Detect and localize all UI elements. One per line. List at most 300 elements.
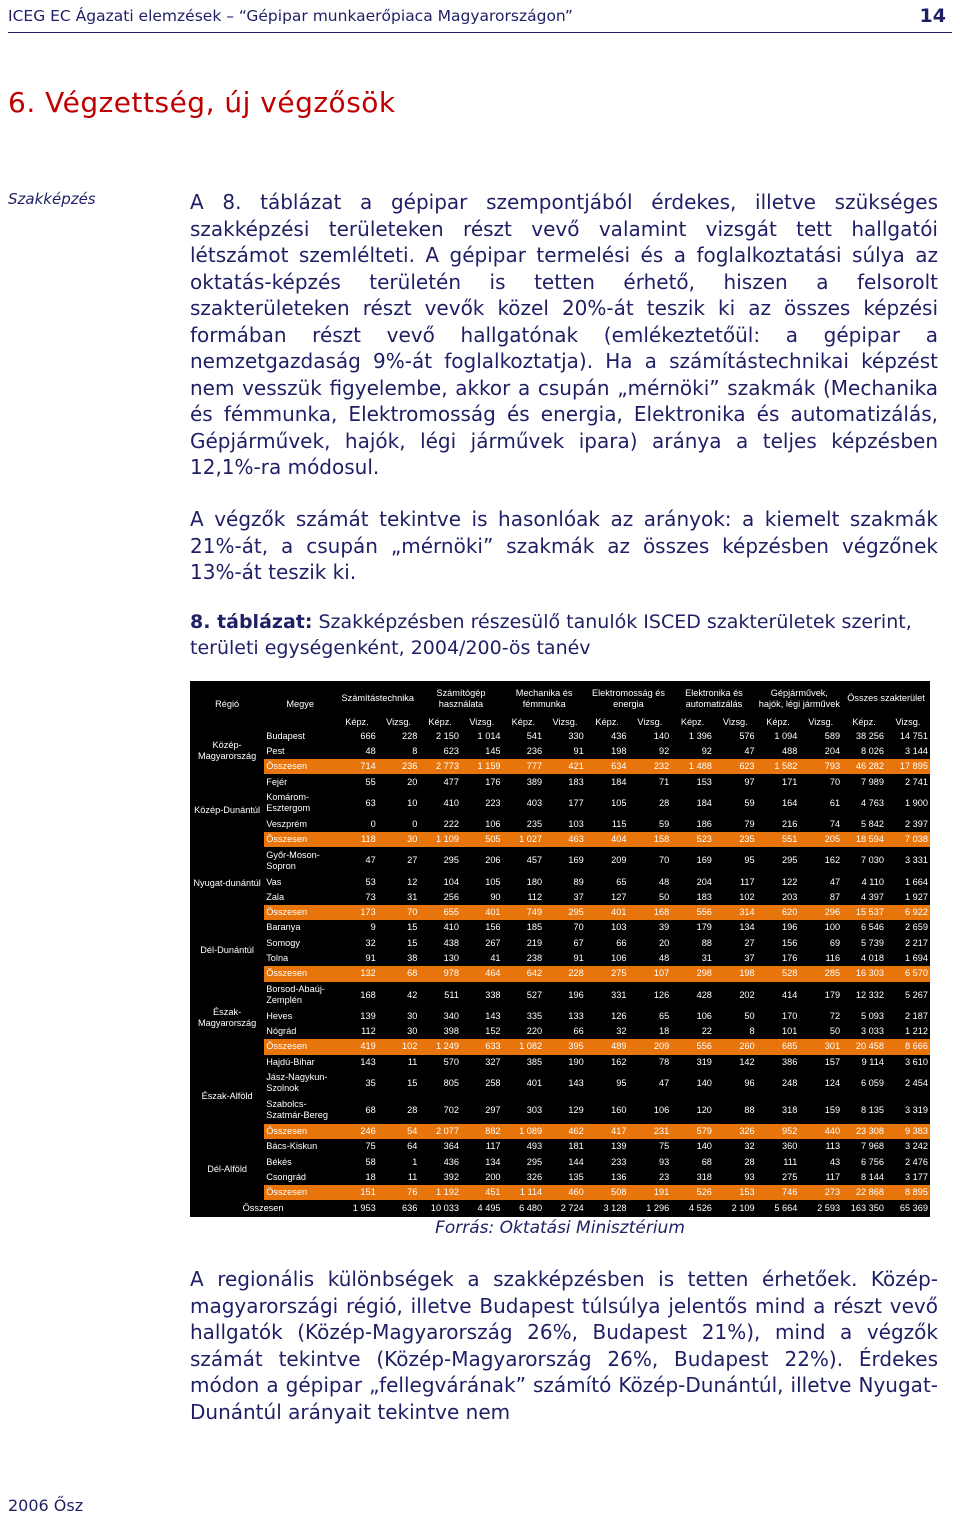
county-cell: Hajdú-Bihar xyxy=(266,1056,315,1067)
value-cell: 65 xyxy=(616,876,627,887)
county-cell: Baranya xyxy=(266,922,301,933)
value-cell: 882 xyxy=(461,1124,503,1139)
value-cell: 91 xyxy=(365,953,376,964)
value-cell: 526 xyxy=(671,1185,714,1200)
value-cell: 331 xyxy=(611,989,627,1000)
value-cell: 101 xyxy=(782,1026,798,1037)
value-cell: 1 027 xyxy=(503,832,545,847)
subheader-trainees: Képz. xyxy=(766,717,790,728)
value-cell: 209 xyxy=(628,1039,671,1054)
value-cell: 1 582 xyxy=(757,759,800,774)
value-cell: 37 xyxy=(573,891,584,902)
value-cell: 327 xyxy=(485,1056,501,1067)
value-cell: 392 xyxy=(443,1171,459,1182)
value-cell: 296 xyxy=(799,905,842,920)
value-cell: 463 xyxy=(544,832,586,847)
subtotal-label: Összesen xyxy=(264,832,336,847)
value-cell: 198 xyxy=(611,745,627,756)
value-cell: 246 xyxy=(336,1124,378,1139)
value-cell: 30 xyxy=(407,1010,418,1021)
value-cell: 88 xyxy=(701,937,712,948)
subheader-trainees: Képz. xyxy=(511,717,536,728)
value-cell: 319 xyxy=(696,1056,712,1067)
value-cell: 401 xyxy=(526,1077,543,1088)
value-cell: 702 xyxy=(443,1104,459,1115)
value-cell: 20 xyxy=(407,776,418,787)
value-cell: 17 895 xyxy=(886,759,930,774)
value-cell: 104 xyxy=(443,876,459,887)
value-cell: 179 xyxy=(696,922,712,933)
value-cell: 793 xyxy=(799,759,842,774)
column-group-header: Elektromosság és energia xyxy=(591,687,665,709)
paragraph-1: A 8. táblázat a gépipar szempontjából érdekes, illetve szükséges szakképzési területeken részt vevő valamint vizsgát tett hallgatói létszámot szemlélteti. A gépipar termelési és a foglalkoztatási súlya az oktatás-képzés területén is tetten érhető, hiszen a felsorolt szakterületeken részt vevők közel 20%-át teszik ki az összes képzési formában részt vevő hallgatónak (emlékeztetőül: a gépipar a nemzetgazdaság 9%-át foglalkoztatja). Ha a számítástechnikai képzést nem vesszük figyelembe, akkor a csupán „mérnöki” szakmák (Mechanika és fémmunka, Elektromosság és energia, Elektronika és automatizálás, Gépjárművek, hajók, légi járművek ipara) aránya a teljes képzésben 12,1%-ra módosul. xyxy=(190,190,938,479)
value-cell: 4 763 xyxy=(860,797,884,808)
value-cell: 65 xyxy=(658,1010,670,1021)
value-cell: 238 xyxy=(526,953,543,964)
value-cell: 158 xyxy=(628,832,671,847)
value-cell: 27 xyxy=(744,937,755,948)
value-cell: 144 xyxy=(568,1156,584,1167)
value-cell: 5 739 xyxy=(860,937,884,948)
value-cell: 90 xyxy=(490,891,501,902)
value-cell: 70 xyxy=(658,855,670,866)
value-cell: 335 xyxy=(526,1010,543,1021)
county-cell: Csongrád xyxy=(266,1171,307,1182)
county-cell: Veszprém xyxy=(266,818,308,829)
value-cell: 4 110 xyxy=(861,876,884,887)
table-row xyxy=(190,936,930,951)
value-cell: 505 xyxy=(461,832,503,847)
value-cell: 3 242 xyxy=(905,1141,928,1152)
value-cell: 326 xyxy=(526,1171,543,1182)
value-cell: 1 664 xyxy=(905,876,928,887)
value-cell: 143 xyxy=(568,1077,584,1088)
value-cell: 30 xyxy=(378,832,420,847)
value-cell: 42 xyxy=(407,989,418,1000)
table-subtotal-row xyxy=(190,1124,930,1139)
column-group-header: Összes szakterület xyxy=(847,693,925,704)
value-cell: 180 xyxy=(526,876,543,887)
value-cell: 7 038 xyxy=(886,832,930,847)
county-cell: Nógrád xyxy=(266,1026,297,1037)
table-row xyxy=(190,874,930,889)
subheader-exams: Vizsg. xyxy=(552,717,578,728)
value-cell: 685 xyxy=(757,1039,800,1054)
value-cell: 570 xyxy=(443,1056,459,1067)
value-cell: 75 xyxy=(658,1141,670,1152)
value-cell: 50 xyxy=(829,1026,841,1037)
value-cell: 489 xyxy=(586,1039,629,1054)
county-cell: Bács-Kiskun xyxy=(266,1141,318,1152)
value-cell: 0 xyxy=(412,818,418,829)
value-cell: 66 xyxy=(573,1026,584,1037)
value-cell: 10 xyxy=(407,797,418,808)
value-cell: 176 xyxy=(782,953,798,964)
value-cell: 216 xyxy=(782,818,798,829)
value-cell: 404 xyxy=(586,832,629,847)
value-cell: 89 xyxy=(573,876,584,887)
value-cell: 153 xyxy=(696,776,712,787)
county-cell: Győr-Moson-Sopron xyxy=(266,849,320,871)
value-cell: 1 396 xyxy=(688,730,712,741)
margin-label: Szakképzés xyxy=(8,190,96,208)
table-row xyxy=(190,1097,930,1124)
value-cell: 179 xyxy=(824,989,841,1000)
value-cell: 73 xyxy=(365,891,376,902)
value-cell: 389 xyxy=(526,776,543,787)
value-cell: 133 xyxy=(568,1010,584,1021)
value-cell: 47 xyxy=(744,745,755,756)
value-cell: 200 xyxy=(485,1171,501,1182)
value-cell: 364 xyxy=(443,1141,459,1152)
value-cell: 9 114 xyxy=(861,1056,884,1067)
value-cell: 32 xyxy=(365,937,376,948)
value-cell: 134 xyxy=(485,1156,501,1167)
value-cell: 15 xyxy=(407,1077,418,1088)
value-cell: 528 xyxy=(757,966,800,981)
value-cell: 326 xyxy=(714,1124,757,1139)
value-cell: 160 xyxy=(611,1104,627,1115)
value-cell: 228 xyxy=(544,966,586,981)
value-cell: 32 xyxy=(744,1141,755,1152)
value-cell: 196 xyxy=(568,989,584,1000)
value-cell: 220 xyxy=(526,1026,543,1037)
value-cell: 1 xyxy=(412,1156,418,1167)
value-cell: 48 xyxy=(365,745,376,756)
value-cell: 15 xyxy=(407,937,418,948)
value-cell: 749 xyxy=(503,905,545,920)
value-cell: 3 319 xyxy=(905,1104,928,1115)
value-cell: 129 xyxy=(568,1104,584,1115)
column-group-header: Számítástechnika xyxy=(341,693,415,704)
value-cell: 47 xyxy=(658,1077,670,1088)
value-cell: 72 xyxy=(829,1010,841,1021)
page-header xyxy=(8,2,952,33)
value-cell: 235 xyxy=(714,832,757,847)
county-cell: Borsod-Abaúj-Zemplén xyxy=(266,984,325,1006)
value-cell: 184 xyxy=(611,776,627,787)
table-row xyxy=(190,1055,930,1070)
total-value-cell: 2 109 xyxy=(731,1203,755,1214)
value-cell: 46 282 xyxy=(842,759,886,774)
subheader-exams: Vizsg. xyxy=(386,717,411,728)
total-value-cell: 636 xyxy=(402,1203,418,1214)
value-cell: 92 xyxy=(658,745,670,756)
value-cell: 297 xyxy=(485,1104,501,1115)
value-cell: 78 xyxy=(658,1056,670,1067)
value-cell: 95 xyxy=(744,855,755,866)
value-cell: 5 842 xyxy=(860,818,884,829)
value-cell: 11 xyxy=(407,1056,418,1067)
value-cell: 403 xyxy=(526,797,543,808)
value-cell: 419 xyxy=(336,1039,378,1054)
data-table xyxy=(190,681,930,1217)
value-cell: 340 xyxy=(443,1010,459,1021)
value-cell: 12 xyxy=(407,876,418,887)
subtotal-label: Összesen xyxy=(264,1039,336,1054)
total-value-cell: 5 664 xyxy=(774,1203,798,1214)
caption-label: 8. táblázat: xyxy=(190,611,313,633)
value-cell: 1 094 xyxy=(774,730,798,741)
value-cell: 20 458 xyxy=(842,1039,886,1054)
value-cell: 556 xyxy=(671,1039,714,1054)
value-cell: 139 xyxy=(611,1141,627,1152)
value-cell: 162 xyxy=(611,1056,627,1067)
value-cell: 1 159 xyxy=(461,759,503,774)
value-cell: 556 xyxy=(671,905,714,920)
value-cell: 436 xyxy=(611,730,627,741)
value-cell: 1 694 xyxy=(905,953,928,964)
value-cell: 22 868 xyxy=(842,1185,886,1200)
value-cell: 177 xyxy=(568,797,584,808)
value-cell: 22 xyxy=(701,1026,712,1037)
value-cell: 79 xyxy=(744,818,755,829)
value-cell: 3 144 xyxy=(905,745,928,756)
region-cell: Nyugat-dunántúl xyxy=(193,878,261,889)
value-cell: 30 xyxy=(407,1026,418,1037)
value-cell: 1 488 xyxy=(671,759,714,774)
county-cell: Pest xyxy=(266,745,285,756)
value-cell: 118 xyxy=(336,832,378,847)
value-cell: 124 xyxy=(824,1077,841,1088)
page-number: 14 xyxy=(919,5,946,27)
value-cell: 295 xyxy=(544,905,586,920)
subheader-trainees: Képz. xyxy=(428,717,452,728)
value-cell: 978 xyxy=(419,966,461,981)
value-cell: 151 xyxy=(336,1185,378,1200)
total-label: Összesen xyxy=(242,1203,284,1214)
value-cell: 63 xyxy=(365,797,376,808)
value-cell: 1 109 xyxy=(419,832,461,847)
value-cell: 113 xyxy=(825,1141,841,1152)
value-cell: 64 xyxy=(407,1141,418,1152)
value-cell: 171 xyxy=(782,776,798,787)
value-cell: 398 xyxy=(443,1026,459,1037)
table-row xyxy=(190,1070,930,1097)
value-cell: 298 xyxy=(671,966,714,981)
value-cell: 551 xyxy=(757,832,800,847)
value-cell: 8 026 xyxy=(860,745,884,756)
table-caption xyxy=(190,609,930,661)
value-cell: 93 xyxy=(658,1156,670,1167)
value-cell: 126 xyxy=(653,989,670,1000)
value-cell: 152 xyxy=(485,1026,501,1037)
value-cell: 168 xyxy=(628,905,671,920)
value-cell: 35 xyxy=(365,1077,376,1088)
value-cell: 7 989 xyxy=(860,776,884,787)
value-cell: 1 114 xyxy=(503,1185,545,1200)
value-cell: 156 xyxy=(485,922,501,933)
subheader-trainees: Képz. xyxy=(345,717,369,728)
value-cell: 2 773 xyxy=(419,759,461,774)
table-subtotal-row xyxy=(190,832,930,847)
value-cell: 68 xyxy=(701,1156,712,1167)
total-value-cell: 2 724 xyxy=(560,1203,584,1214)
subheader-exams: Vizsg. xyxy=(808,717,834,728)
table-row xyxy=(190,729,930,744)
value-cell: 2 187 xyxy=(905,1010,928,1021)
value-cell: 115 xyxy=(611,818,627,829)
value-cell: 92 xyxy=(701,745,712,756)
value-cell: 202 xyxy=(739,989,755,1000)
value-cell: 7 030 xyxy=(860,855,884,866)
value-cell: 209 xyxy=(611,855,627,866)
value-cell: 8 895 xyxy=(886,1185,930,1200)
value-cell: 18 594 xyxy=(842,832,886,847)
value-cell: 38 256 xyxy=(855,730,884,741)
table-subtotal-row xyxy=(190,1185,930,1200)
county-cell: Békés xyxy=(266,1156,292,1167)
value-cell: 111 xyxy=(783,1156,798,1167)
county-cell: Komárom-Esztergom xyxy=(266,792,311,814)
value-cell: 70 xyxy=(829,776,841,787)
value-cell: 589 xyxy=(824,730,841,741)
total-value-cell: 163 350 xyxy=(850,1203,884,1214)
value-cell: 579 xyxy=(671,1124,714,1139)
value-cell: 275 xyxy=(586,966,629,981)
value-cell: 31 xyxy=(407,891,418,902)
value-cell: 117 xyxy=(825,1171,841,1182)
value-cell: 231 xyxy=(628,1124,671,1139)
value-cell: 127 xyxy=(611,891,627,902)
value-cell: 236 xyxy=(526,745,543,756)
value-cell: 15 xyxy=(407,922,418,933)
column-group-header: Gépjárművek, hajók, légi járművek xyxy=(758,687,840,709)
value-cell: 401 xyxy=(461,905,503,920)
value-cell: 623 xyxy=(443,745,459,756)
table-row xyxy=(190,951,930,966)
value-cell: 438 xyxy=(443,937,459,948)
value-cell: 285 xyxy=(799,966,842,981)
value-cell: 70 xyxy=(378,905,420,920)
value-cell: 634 xyxy=(586,759,629,774)
value-cell: 91 xyxy=(573,745,584,756)
value-cell: 401 xyxy=(586,905,629,920)
table-row xyxy=(190,1139,930,1154)
county-cell: Budapest xyxy=(266,730,306,741)
value-cell: 132 xyxy=(336,966,378,981)
value-cell: 31 xyxy=(701,953,712,964)
total-value-cell: 4 495 xyxy=(477,1203,501,1214)
total-value-cell: 6 480 xyxy=(519,1203,543,1214)
value-cell: 206 xyxy=(485,855,501,866)
value-cell: 28 xyxy=(744,1156,755,1167)
value-cell: 3 610 xyxy=(905,1056,928,1067)
subheader-trainees: Képz. xyxy=(680,717,705,728)
value-cell: 666 xyxy=(360,730,376,741)
county-cell: Szabolcs-Szatmár-Bereg xyxy=(266,1099,328,1121)
value-cell: 2 659 xyxy=(905,922,928,933)
value-cell: 20 xyxy=(658,937,670,948)
value-cell: 222 xyxy=(443,818,459,829)
value-cell: 330 xyxy=(568,730,584,741)
value-cell: 385 xyxy=(526,1056,543,1067)
value-cell: 3 177 xyxy=(905,1171,928,1182)
value-cell: 48 xyxy=(658,876,670,887)
value-cell: 50 xyxy=(658,891,670,902)
value-cell: 48 xyxy=(658,953,670,964)
value-cell: 457 xyxy=(526,855,543,866)
value-cell: 41 xyxy=(490,953,501,964)
value-cell: 295 xyxy=(443,855,459,866)
value-cell: 2 741 xyxy=(905,776,928,787)
value-cell: 184 xyxy=(696,797,712,808)
value-cell: 106 xyxy=(653,1104,670,1115)
value-cell: 235 xyxy=(526,818,543,829)
value-cell: 156 xyxy=(782,937,798,948)
value-cell: 746 xyxy=(757,1185,800,1200)
county-cell: Zala xyxy=(266,891,285,902)
value-cell: 620 xyxy=(757,905,800,920)
value-cell: 623 xyxy=(714,759,757,774)
value-cell: 6 546 xyxy=(860,922,884,933)
table-row xyxy=(190,1009,930,1024)
value-cell: 183 xyxy=(696,891,712,902)
total-value-cell: 1 296 xyxy=(646,1203,670,1214)
value-cell: 204 xyxy=(824,745,841,756)
table-row xyxy=(190,890,930,905)
value-cell: 205 xyxy=(799,832,842,847)
value-cell: 27 xyxy=(407,855,418,866)
value-cell: 37 xyxy=(744,953,755,964)
table-row xyxy=(190,1024,930,1039)
value-cell: 395 xyxy=(544,1039,586,1054)
value-cell: 130 xyxy=(443,953,459,964)
value-cell: 70 xyxy=(573,922,584,933)
value-cell: 105 xyxy=(611,797,627,808)
value-cell: 295 xyxy=(526,1156,543,1167)
table-total-row xyxy=(190,1200,930,1217)
total-value-cell: 2 593 xyxy=(817,1203,841,1214)
value-cell: 451 xyxy=(461,1185,503,1200)
value-cell: 805 xyxy=(443,1077,459,1088)
value-cell: 135 xyxy=(568,1171,584,1182)
county-cell: Somogy xyxy=(266,937,300,948)
value-cell: 100 xyxy=(824,922,841,933)
value-cell: 183 xyxy=(568,776,584,787)
value-cell: 117 xyxy=(740,876,755,887)
data-table-container xyxy=(190,681,930,1217)
value-cell: 12 332 xyxy=(855,989,884,1000)
value-cell: 303 xyxy=(526,1104,543,1115)
subheader-exams: Vizsg. xyxy=(637,717,663,728)
value-cell: 295 xyxy=(782,855,798,866)
value-cell: 120 xyxy=(696,1104,712,1115)
column-header-region: Régió xyxy=(215,699,240,710)
value-cell: 68 xyxy=(378,966,420,981)
value-cell: 1 927 xyxy=(905,891,928,902)
total-value-cell: 4 526 xyxy=(688,1203,712,1214)
table-header-row xyxy=(190,681,930,717)
value-cell: 360 xyxy=(782,1141,798,1152)
value-cell: 1 089 xyxy=(503,1124,545,1139)
value-cell: 38 xyxy=(407,953,418,964)
value-cell: 4 397 xyxy=(860,891,884,902)
value-cell: 88 xyxy=(744,1104,755,1115)
table-subtotal-row xyxy=(190,1039,930,1054)
value-cell: 260 xyxy=(714,1039,757,1054)
value-cell: 169 xyxy=(568,855,584,866)
value-cell: 168 xyxy=(360,989,376,1000)
value-cell: 508 xyxy=(586,1185,629,1200)
table-subtotal-row xyxy=(190,905,930,920)
value-cell: 112 xyxy=(361,1026,376,1037)
value-cell: 122 xyxy=(782,876,798,887)
subheader-exams: Vizsg. xyxy=(722,717,748,728)
value-cell: 576 xyxy=(739,730,755,741)
county-cell: Heves xyxy=(266,1010,293,1021)
subheader-trainees: Képz. xyxy=(595,717,619,728)
